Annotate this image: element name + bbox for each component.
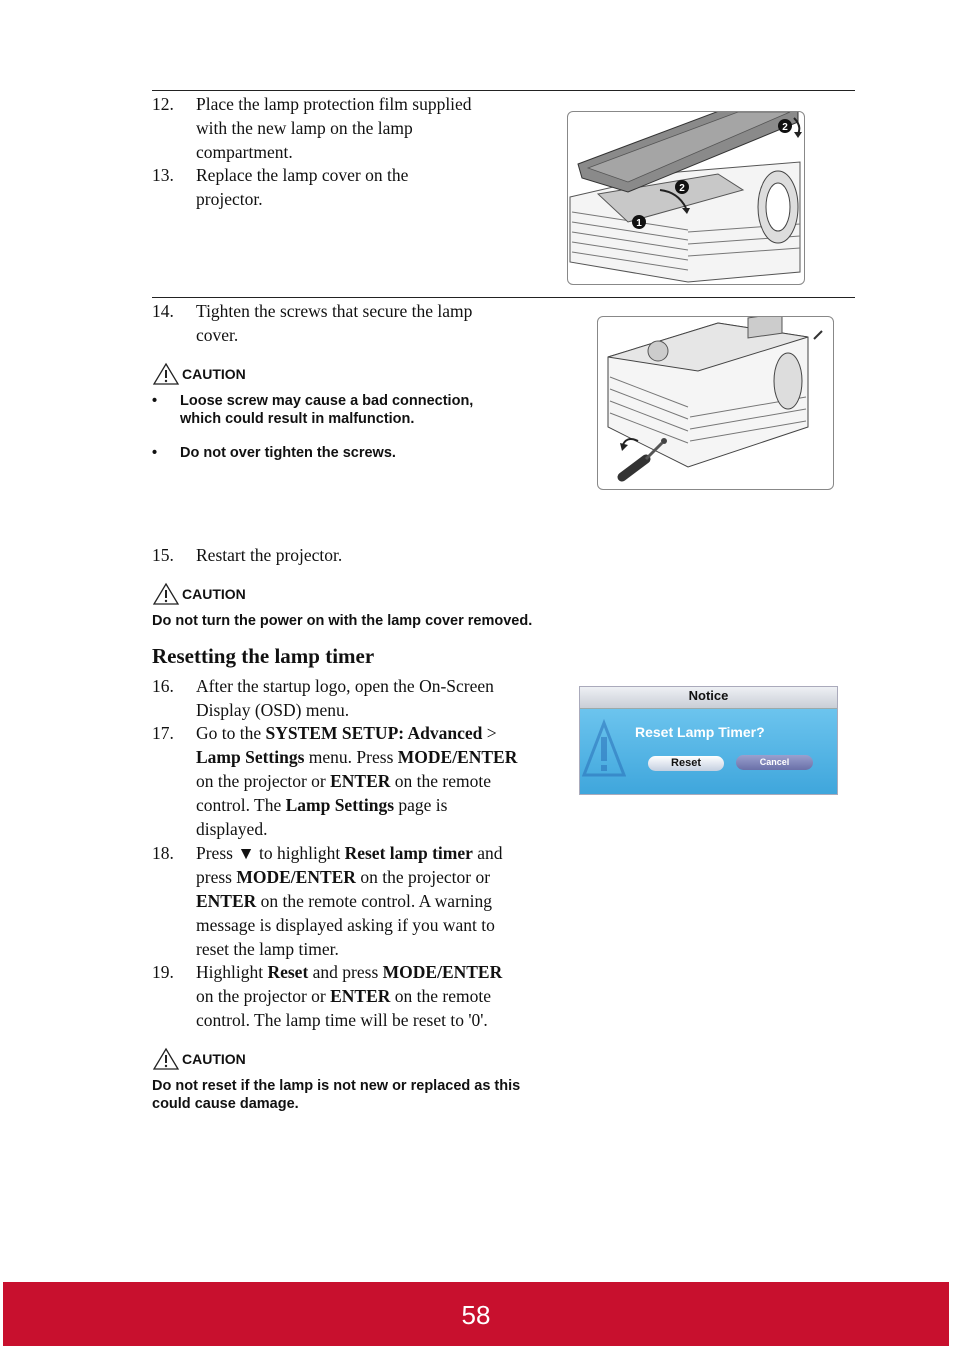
svg-text:2: 2 bbox=[679, 183, 685, 194]
caution-3-heading: CAUTION bbox=[152, 1047, 246, 1071]
caution-3-text: Do not reset if the lamp is not new or replaced as this could cause damage. bbox=[152, 1078, 521, 1112]
warning-triangle-icon bbox=[152, 362, 180, 386]
warning-triangle-icon bbox=[152, 582, 180, 606]
page-footer bbox=[3, 1282, 949, 1346]
osd-title-bar bbox=[580, 687, 837, 709]
svg-text:2: 2 bbox=[782, 122, 788, 133]
lamp-cover-figure bbox=[567, 111, 805, 285]
osd-title: Notice bbox=[688, 688, 729, 703]
projector-screw-illustration bbox=[598, 317, 833, 489]
middle-divider bbox=[152, 297, 855, 298]
warning-icon bbox=[582, 719, 626, 779]
caution-1-heading: CAUTION bbox=[152, 362, 246, 386]
caution-2-heading: CAUTION bbox=[152, 582, 246, 606]
osd-question: Reset Lamp Timer? bbox=[635, 724, 765, 740]
top-divider bbox=[152, 90, 855, 91]
svg-text:1: 1 bbox=[636, 218, 642, 229]
projector-lamp-cover-illustration bbox=[568, 112, 804, 284]
osd-notice-dialog bbox=[579, 686, 838, 795]
reset-button[interactable]: Reset bbox=[648, 756, 724, 771]
down-arrow-icon: ▼ bbox=[237, 843, 255, 863]
page-number: 58 bbox=[461, 1300, 491, 1330]
warning-triangle-icon bbox=[152, 1047, 180, 1071]
caution-2-text: Do not turn the power on with the lamp cover removed. bbox=[152, 613, 533, 629]
cancel-button[interactable]: Cancel bbox=[736, 755, 813, 770]
screw-tighten-figure bbox=[597, 316, 834, 490]
section-heading: Resetting the lamp timer bbox=[152, 644, 375, 668]
osd-panel bbox=[580, 709, 837, 794]
